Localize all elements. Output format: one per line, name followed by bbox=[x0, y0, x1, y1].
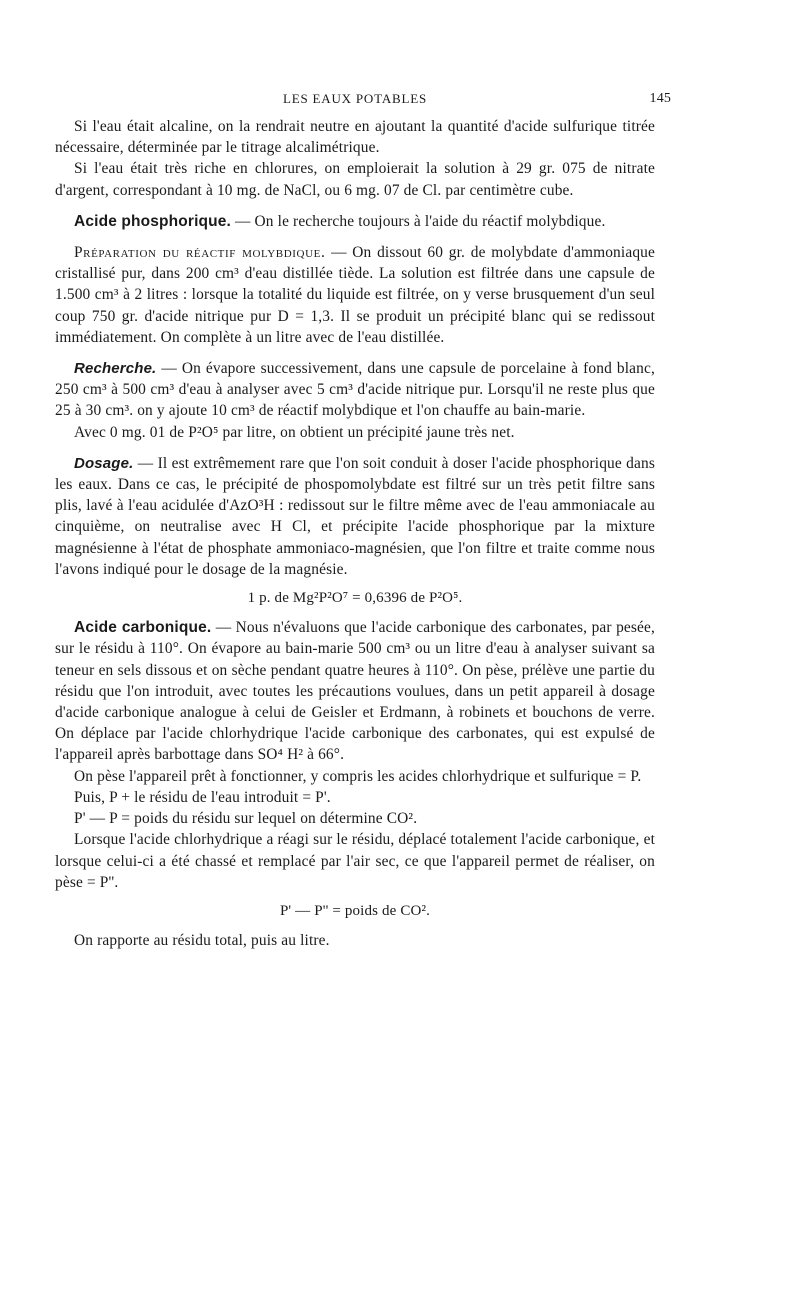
paragraph-alkaline-water: Si l'eau était alcaline, on la rendrait neutre en ajoutant la quantité d'acide sulfurique titrée nécessaire, déterminée par le titrage alcalimétrique. bbox=[55, 118, 655, 157]
section-heading-carbonic-acid: Acide carbonique. bbox=[74, 619, 212, 637]
running-header bbox=[55, 86, 671, 110]
paragraph-chlorides: Si l'eau était très riche en chlorures, on emploierait la solution à 29 gr. 075 de nitrate d'argent, correspondant à 10 mg. de NaCl, ou 6 mg. 07 de Cl. par centimètre cube. bbox=[55, 160, 655, 199]
paragraph-recherche-text: — On évapore successivement, dans une capsule de porcelaine à fond blanc, 250 cm³ à 500 cm³ d'eau à analyser avec 5 cm³ d'acide nitrique pur. Lorsqu'il ne reste plus que 25 à 30 cm³. on y ajoute 10 cm³ de réactif molybdique et l'on chauffe au bain-marie. bbox=[55, 360, 655, 420]
page-number: 145 bbox=[649, 91, 671, 106]
section-heading-phosphoric-acid: Acide phosphorique. bbox=[74, 212, 231, 230]
subheading-recherche: Recherche. bbox=[74, 360, 157, 378]
paragraph-carbonic-acid bbox=[55, 617, 655, 765]
paragraph-dosage bbox=[55, 453, 655, 580]
paragraph-residue-added: Puis, P + le résidu de l'eau introduit = P'. bbox=[74, 788, 331, 806]
subheading-reagent-preparation: Préparation du réactif molybdique. bbox=[74, 244, 326, 262]
paragraph-carbonic-acid-text: — Nous n'évaluons que l'acide carbonique des carbonates, par pesée, sur le résidu à 110°. On évapore au bain-marie 500 cm³ ou un litre d'eau à analyser suivant sa teneur en sels dissous et on sèche pendant quatre heures à 110°. On pèse, prélève une partie du résidu que l'on introduit, avec toutes les précautions voulues, dans un petit appareil à dosage d'acide carbonique analogue à celui de Geisler et Erdmann, à robinets et bouchons de verre. On déplace par l'acide chlorhydrique l'acide carbonique des carbonates, qui est expulsé de l'appareil après barbottage dans SO⁴ H² à 66°. bbox=[55, 619, 655, 764]
formula-co2-weight: P' — P'' = poids de CO². bbox=[279, 902, 431, 919]
paragraph-weigh-apparatus: On pèse l'appareil prêt à fonctionner, y compris les acides chlorhydrique et sulfurique = P. bbox=[74, 767, 642, 785]
page-body bbox=[55, 86, 671, 951]
paragraph-recherche bbox=[55, 358, 655, 422]
paragraph-report-total: On rapporte au résidu total, puis au litre. bbox=[74, 932, 330, 950]
paragraph-phosphoric-acid bbox=[55, 211, 655, 232]
running-title: LES EAUX POTABLES bbox=[282, 91, 427, 106]
formula-magnesium-pyrophosphate: 1 p. de Mg²P²O⁷ = 0,6396 de P²O⁵. bbox=[247, 590, 463, 607]
paragraph-yellow-precipitate: Avec 0 mg. 01 de P²O⁵ par litre, on obtient un précipité jaune très net. bbox=[74, 423, 515, 441]
paragraph-dosage-text: — Il est extrêmement rare que l'on soit conduit à doser l'acide phosphorique dans les eaux. Dans ce cas, le précipité de phospomolybdate est filtré sur un très petit filtre sans plis, lavé à l'eau acidulée d'AzO³H : redissout sur le filtre même avec de l'eau ammoniacale au cinquième, on neutralise avec H Cl, et précipite l'acide phosphorique par la mixture magnésienne à l'état de phosphate ammoniaco-magnésien, que l'on filtre et traite comme nous l'avons indiqué pour le dosage de la magnésie. bbox=[55, 454, 655, 578]
paragraph-reagent-preparation-text: — On dissout 60 gr. de molybdate d'ammoniaque cristallisé pur, dans 200 cm³ d'eau distillée tiède. La solution est filtrée dans une capsule de 1.500 cm³ à 2 litres : lorsque la totalité du liquide est filtrée, on y verse brusquement d'un seul coup 750 gr. d'acide nitrique pur D = 1,3. Il se produit un précipité blanc qui se redissout immédiatement. On complète à un litre avec de l'eau distillée. bbox=[55, 244, 655, 346]
paragraph-reagent-preparation bbox=[55, 242, 655, 348]
paragraph-phosphoric-acid-text: — On le recherche toujours à l'aide du réactif molybdique. bbox=[231, 212, 606, 230]
paragraph-residue-weight: P' — P = poids du résidu sur lequel on détermine CO². bbox=[74, 810, 418, 828]
paragraph-after-reaction: Lorsque l'acide chlorhydrique a réagi sur le résidu, déplacé totalement l'acide carbonique, et lorsque celui-ci a été chassé et remplacé par l'air sec, ce que l'appareil permet de réaliser, on pèse = P''. bbox=[55, 831, 655, 891]
subheading-dosage: Dosage. bbox=[74, 454, 134, 472]
